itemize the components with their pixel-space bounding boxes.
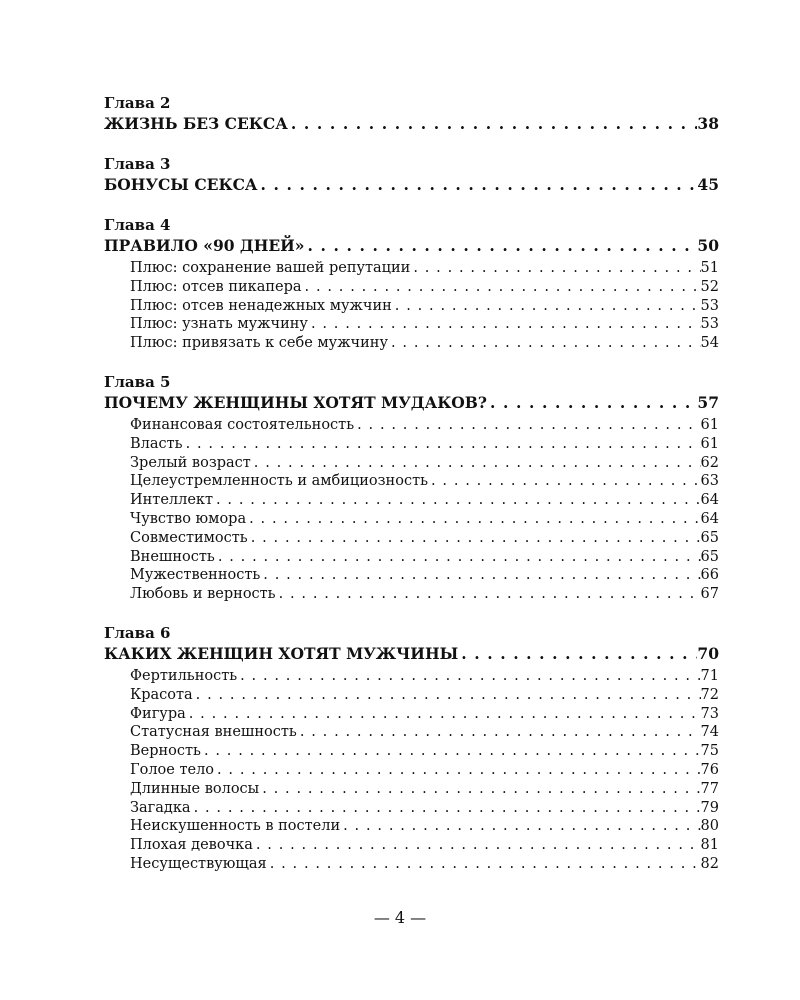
dot-leader xyxy=(487,392,697,414)
section-list xyxy=(104,259,719,353)
section-row xyxy=(104,416,719,435)
dot-leader xyxy=(246,510,700,529)
dot-leader xyxy=(213,491,701,510)
dot-leader xyxy=(193,686,701,705)
section-row xyxy=(104,334,719,353)
section-title: Длинные волосы xyxy=(130,780,260,797)
section-row xyxy=(104,705,719,724)
section-row xyxy=(104,836,719,855)
dot-leader xyxy=(297,723,701,742)
section-title: Интеллект xyxy=(130,492,213,509)
section-row xyxy=(104,566,719,585)
section-title: Фигура xyxy=(130,705,186,722)
section-row xyxy=(104,454,719,473)
section-row xyxy=(104,817,719,836)
section-page-number: 65 xyxy=(700,529,719,546)
dot-leader xyxy=(259,780,700,799)
section-title: Статусная внешность xyxy=(130,724,297,741)
chapter-title: БОНУСЫ СЕКСА xyxy=(104,175,258,194)
dot-leader xyxy=(388,334,701,353)
dot-leader xyxy=(354,416,700,435)
section-page-number: 54 xyxy=(700,335,719,352)
chapter-label: Глава 5 xyxy=(104,372,171,391)
section-list xyxy=(104,667,719,874)
chapter-title-row xyxy=(104,174,719,196)
section-row xyxy=(104,799,719,818)
section-title: Загадка xyxy=(130,799,191,816)
section-title: Чувство юмора xyxy=(130,510,247,527)
dot-leader xyxy=(305,235,698,257)
chapter-page-number: 50 xyxy=(697,236,719,255)
section-row xyxy=(104,855,719,874)
section-title: Плюс: привязать к себе мужчину xyxy=(130,335,388,352)
section-page-number: 81 xyxy=(700,837,719,854)
section-title: Власть xyxy=(130,435,183,452)
chapter-title-row xyxy=(104,235,719,257)
dot-leader xyxy=(288,113,698,135)
section-title: Плюс: отсев ненадежных мужчин xyxy=(130,297,392,314)
section-page-number: 79 xyxy=(700,799,719,816)
dot-leader xyxy=(308,315,701,334)
section-title: Совместимость xyxy=(130,529,248,546)
dot-leader xyxy=(201,742,701,761)
section-page-number: 76 xyxy=(700,761,719,778)
chapter-page-number: 38 xyxy=(697,114,719,133)
section-page-number: 63 xyxy=(700,473,719,490)
section-page-number: 51 xyxy=(700,260,719,276)
chapter-label: Глава 2 xyxy=(104,94,171,112)
chapter-block xyxy=(104,216,719,353)
section-page-number: 53 xyxy=(700,316,719,333)
section-row xyxy=(104,548,719,567)
section-row xyxy=(104,667,719,686)
chapter-title-row xyxy=(104,643,719,665)
section-page-number: 53 xyxy=(700,297,719,314)
page-number-footer: — 4 — xyxy=(373,908,427,927)
section-page-number: 52 xyxy=(700,278,719,295)
section-row xyxy=(104,780,719,799)
section-row xyxy=(104,723,719,742)
section-title: Неискушенность в постели xyxy=(130,818,341,835)
chapter-page-number: 57 xyxy=(697,392,719,412)
dot-leader xyxy=(267,855,701,874)
section-title: Внешность xyxy=(130,548,215,565)
section-page-number: 62 xyxy=(700,454,719,471)
section-page-number: 74 xyxy=(700,724,719,741)
chapter-title: ЖИЗНЬ БЕЗ СЕКСА xyxy=(104,114,288,133)
chapter-title-row xyxy=(104,113,719,135)
section-page-number: 80 xyxy=(700,818,719,835)
chapter-label: Глава 3 xyxy=(104,155,171,173)
dot-leader xyxy=(392,297,701,316)
section-title: Плюс: узнать мужчину xyxy=(130,316,308,333)
chapter-page-number: 70 xyxy=(697,643,719,663)
section-row xyxy=(104,435,719,454)
chapter-title: ПОЧЕМУ ЖЕНЩИНЫ ХОТЯТ МУДАКОВ? xyxy=(104,392,487,412)
section-page-number: 82 xyxy=(700,855,719,872)
section-page-number: 66 xyxy=(700,567,719,584)
dot-leader xyxy=(340,817,700,836)
dot-leader xyxy=(251,454,701,473)
section-title: Мужественность xyxy=(130,567,261,584)
dot-leader xyxy=(428,472,701,491)
section-row xyxy=(104,259,719,278)
section-title: Верность xyxy=(130,743,201,760)
section-title: Голое тело xyxy=(130,761,215,778)
dot-leader xyxy=(458,643,697,665)
dot-leader xyxy=(276,585,701,604)
chapter-block xyxy=(104,624,719,874)
section-page-number: 61 xyxy=(700,416,719,433)
section-row xyxy=(104,510,719,529)
chapter-title-row xyxy=(104,392,719,414)
chapter-label: Глава 6 xyxy=(104,623,171,642)
section-page-number: 71 xyxy=(700,667,719,684)
section-page-number: 72 xyxy=(700,686,719,703)
chapter-block xyxy=(104,94,719,135)
section-page-number: 64 xyxy=(700,492,719,509)
chapter-block xyxy=(104,155,719,196)
section-row xyxy=(104,297,719,316)
dot-leader xyxy=(186,705,701,724)
dot-leader xyxy=(237,667,700,686)
section-title: Плюс: сохранение вашей репутации xyxy=(130,260,411,276)
section-page-number: 64 xyxy=(700,510,719,527)
dot-leader xyxy=(260,566,700,585)
section-title: Плохая девочка xyxy=(130,837,253,854)
section-title: Фертильность xyxy=(130,667,238,684)
section-title: Несуществующая xyxy=(130,855,267,872)
section-row xyxy=(104,761,719,780)
dot-leader xyxy=(214,761,701,780)
section-title: Зрелый возраст xyxy=(130,454,251,471)
table-of-contents xyxy=(104,94,719,874)
section-page-number: 67 xyxy=(700,586,719,603)
section-page-number: 61 xyxy=(700,435,719,452)
section-row xyxy=(104,529,719,548)
section-row xyxy=(104,472,719,491)
dot-leader xyxy=(253,836,701,855)
section-title: Плюс: отсев пикапера xyxy=(130,278,302,295)
section-page-number: 75 xyxy=(700,743,719,760)
section-row xyxy=(104,742,719,761)
section-row xyxy=(104,315,719,334)
dot-leader xyxy=(302,278,701,297)
dot-leader xyxy=(215,548,701,567)
dot-leader xyxy=(258,174,698,196)
dot-leader xyxy=(410,259,700,278)
chapter-title: ПРАВИЛО «90 ДНЕЙ» xyxy=(104,236,305,255)
section-title: Любовь и верность xyxy=(130,586,276,603)
section-page-number: 77 xyxy=(700,780,719,797)
chapter-block xyxy=(104,373,719,604)
section-row xyxy=(104,585,719,604)
section-title: Финансовая состоятельность xyxy=(130,416,355,433)
section-title: Целеустремленность и амбициозность xyxy=(130,473,428,490)
chapter-label: Глава 4 xyxy=(104,216,171,234)
dot-leader xyxy=(191,799,701,818)
dot-leader xyxy=(248,529,701,548)
section-page-number: 73 xyxy=(700,705,719,722)
section-row xyxy=(104,686,719,705)
section-page-number: 65 xyxy=(700,548,719,565)
chapter-page-number: 45 xyxy=(697,175,719,194)
section-list xyxy=(104,416,719,604)
chapter-title: КАКИХ ЖЕНЩИН ХОТЯТ МУЖЧИНЫ xyxy=(104,643,459,663)
dot-leader xyxy=(183,435,701,454)
section-row xyxy=(104,491,719,510)
section-row xyxy=(104,278,719,297)
section-title: Красота xyxy=(130,686,193,703)
